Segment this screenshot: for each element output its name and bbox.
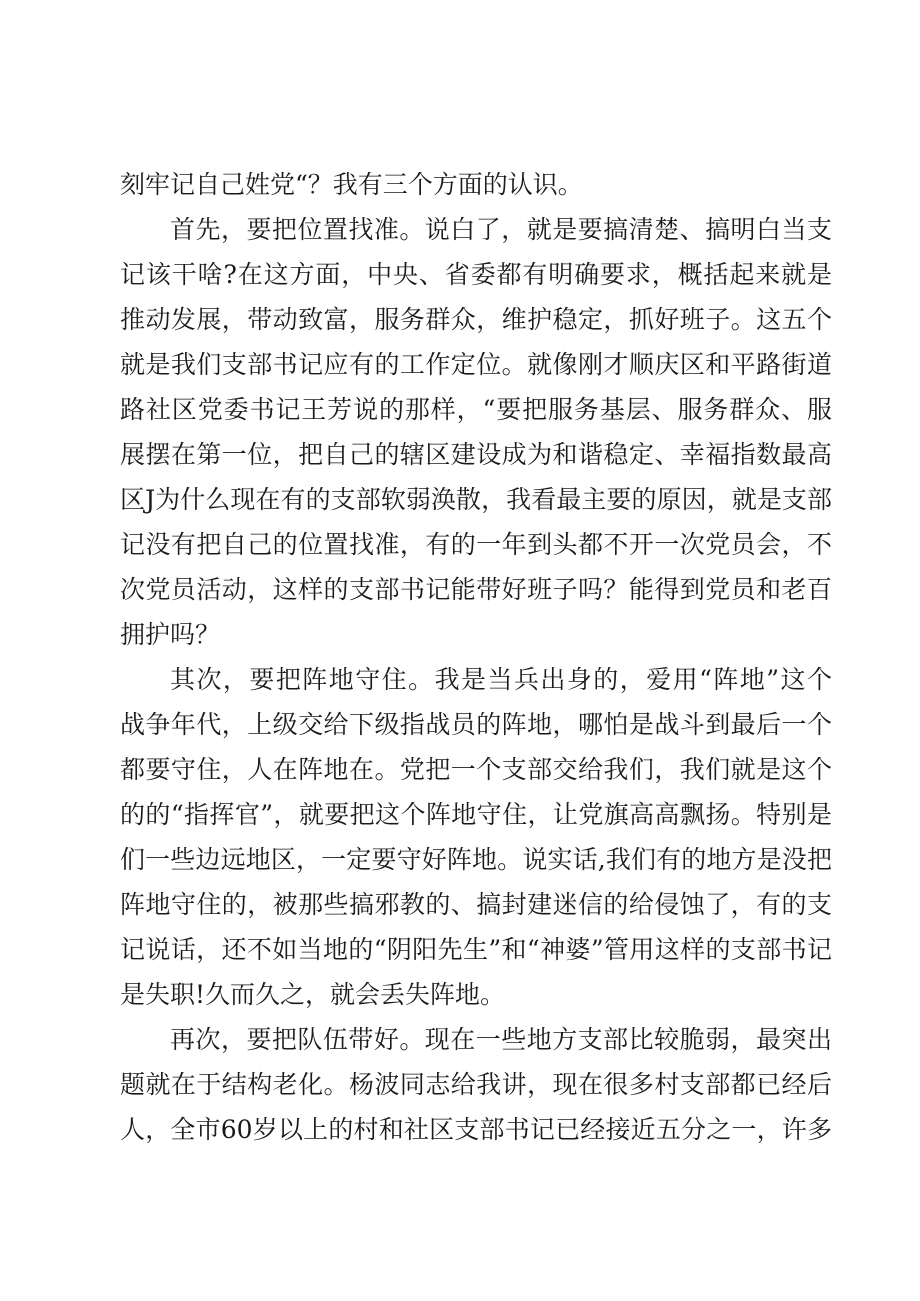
paragraph-0-line-0: 刻牢记自己姓党“？我有三个方面的认识。 (120, 170, 583, 199)
paragraph-1-line-2: 推动发展，带动致富，服务群众，维护稳定，抓好班子。这五个 (120, 305, 832, 334)
paragraph-1-line-5: 展摆在第一位，把自己的辖区建设成为和谐稳定、幸福指数最高 (120, 440, 832, 469)
paragraph-1-line-8: 次党员活动，这样的支部书记能带好班子吗？能得到党员和老百 (120, 575, 832, 604)
paragraph-3-line-0: 再次，要把队伍带好。现在一些地方支部比较脆弱，最突出 (170, 1025, 832, 1054)
paragraph-2-line-1: 战争年代，上级交给下级指战员的阵地，哪怕是战斗到最后一个 (120, 710, 832, 739)
paragraph-1-line-4: 路社区党委书记王芳说的那样，“要把服务基层、服务群众、服 (120, 395, 832, 424)
paragraph-3-line-1: 题就在于结构老化。杨波同志给我讲，现在很多村支部都已经后 (120, 1070, 832, 1099)
paragraph-2-line-7: 是失职!久而久之，就会丢失阵地。 (120, 980, 506, 1009)
document-body (120, 162, 832, 1152)
paragraph-2-line-5: 阵地守住的，被那些搞邪教的、搞封建迷信的给侵蚀了，有的支 (120, 890, 832, 919)
paragraph-2-line-2: 都要守住，人在阵地在。党把一个支部交给我们，我们就是这个 (120, 755, 832, 784)
paragraph-1-line-9: 拥护吗？ (120, 620, 221, 649)
paragraph-1-line-3: 就是我们支部书记应有的工作定位。就像刚才顺庆区和平路街道 (120, 350, 832, 379)
paragraph-1-line-7: 记没有把自己的位置找准，有的一年到头都不开一次党员会，不 (120, 530, 832, 559)
paragraph-2-line-0: 其次，要把阵地守住。我是当兵出身的，爱用“阵地”这个 (170, 665, 832, 694)
paragraph-1-line-6: 区J为什么现在有的支部软弱涣散，我看最主要的原因，就是支部 (120, 485, 832, 514)
paragraph-2-line-4: 们一些边远地区，一定要守好阵地。说实话,我们有的地方是没把 (120, 845, 832, 874)
paragraph-2-line-3: 的的“指挥官”，就要把这个阵地守住，让党旗高高飘扬。特别是 (120, 800, 832, 829)
paragraph-1-line-1: 记该干啥?在这方面，中央、省委都有明确要求，概括起来就是 (120, 260, 832, 289)
paragraph-3-line-2: 人，全市60岁以上的村和社区支部书记已经接近五分之一，许多 (120, 1115, 832, 1144)
paragraph-2-line-6: 记说话，还不如当地的“阴阳先生”和“神婆”管用这样的支部书记 (120, 935, 832, 964)
paragraph-1-line-0: 首先，要把位置找准。说白了，就是要搞清楚、搞明白当支 (170, 215, 832, 244)
